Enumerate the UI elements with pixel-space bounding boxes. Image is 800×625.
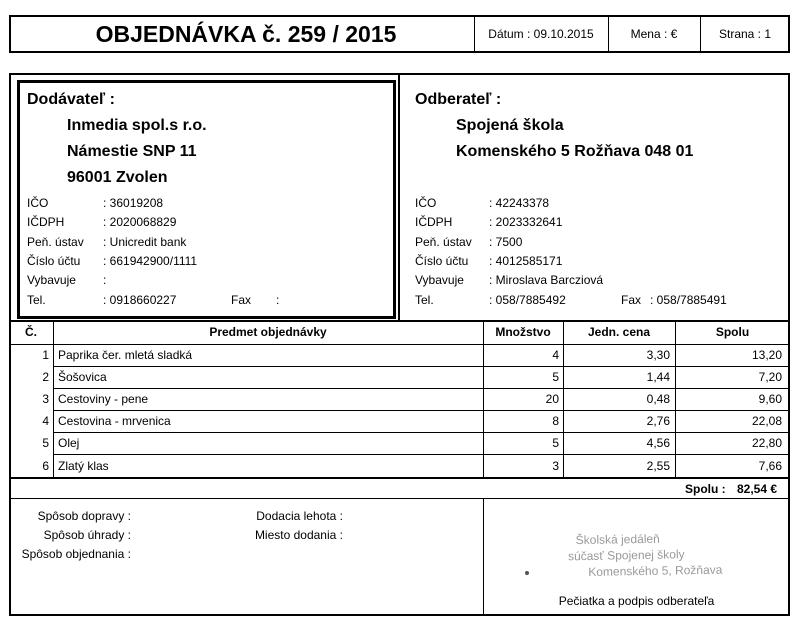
column-header-total: Spolu bbox=[715, 325, 750, 339]
customer-field-label: Vybavuje bbox=[415, 273, 464, 287]
supplier-field-label: IČO bbox=[27, 196, 49, 210]
row-total: 22,80 bbox=[751, 436, 782, 450]
row-qty: 5 bbox=[552, 436, 559, 450]
row-number: 2 bbox=[42, 370, 49, 384]
party-divider bbox=[398, 74, 400, 320]
customer-address: Komenského 5 Rožňava 048 01 bbox=[456, 143, 694, 160]
stamp bbox=[548, 529, 739, 580]
column-header-qty: Množstvo bbox=[495, 325, 551, 339]
supplier-field-label: Peň. ústav bbox=[27, 235, 84, 249]
supplier-field-value: : 0918660227 bbox=[103, 293, 177, 307]
ordering-label: Spôsob objednania : bbox=[21, 547, 131, 561]
order-date: Dátum : 09.10.2015 bbox=[488, 27, 594, 41]
row-number: 4 bbox=[42, 414, 49, 428]
total-label: Spolu : bbox=[685, 482, 726, 496]
row-number: 6 bbox=[42, 459, 49, 473]
total-value: 82,54 € bbox=[737, 482, 778, 496]
stamp-line: Školská jedáleň bbox=[575, 531, 660, 548]
supplier-field-value: : 36019208 bbox=[103, 196, 164, 210]
delivery-place-label: Miesto dodania : bbox=[254, 528, 343, 542]
row-item: Cestovina - mrvenica bbox=[58, 414, 171, 428]
table-total-rule bbox=[9, 498, 790, 499]
supplier-field-label: Tel. bbox=[27, 293, 46, 307]
transport-label: Spôsob dopravy : bbox=[37, 509, 131, 523]
order-title: OBJEDNÁVKA č. 259 / 2015 bbox=[95, 20, 397, 47]
customer-field-value: : Miroslava Barcziová bbox=[489, 273, 604, 287]
stamp-line: súčasť Spojenej školy bbox=[567, 547, 685, 564]
supplier-field-value: : bbox=[103, 273, 107, 287]
supplier-field-label: Vybavuje bbox=[27, 273, 76, 287]
row-total: 7,20 bbox=[758, 370, 782, 384]
customer-field-label: Číslo účtu bbox=[415, 254, 469, 268]
row-price: 2,76 bbox=[646, 414, 670, 428]
row-price: 0,48 bbox=[646, 392, 670, 406]
row-number: 5 bbox=[42, 436, 49, 450]
customer-field-value: : 058/7885492 bbox=[489, 293, 566, 307]
supplier-heading: Dodávateľ : bbox=[27, 91, 115, 108]
page-number: Strana : 1 bbox=[718, 27, 772, 41]
row-price: 2,55 bbox=[646, 459, 670, 473]
customer-field-label: Peň. ústav bbox=[415, 235, 472, 249]
supplier-field-label: Číslo účtu bbox=[27, 254, 81, 268]
row-total: 13,20 bbox=[751, 348, 782, 362]
supplier-fax-value: : bbox=[276, 293, 280, 307]
supplier-street: Námestie SNP 11 bbox=[67, 143, 197, 160]
row-number: 3 bbox=[42, 392, 49, 406]
signature-caption: Pečiatka a podpis odberateľa bbox=[558, 594, 715, 608]
supplier-field-value: : 2020068829 bbox=[103, 215, 177, 229]
row-qty: 8 bbox=[552, 414, 559, 428]
supplier-name: Inmedia spol.s r.o. bbox=[67, 117, 207, 134]
row-item: Olej bbox=[58, 436, 80, 450]
row-qty: 20 bbox=[545, 392, 559, 406]
column-header-item: Predmet objednávky bbox=[209, 325, 327, 339]
supplier-fax-label: Fax bbox=[231, 293, 252, 307]
row-item: Šošovica bbox=[58, 370, 107, 384]
supplier-field-label: IČDPH bbox=[27, 215, 65, 229]
row-item: Zlatý klas bbox=[58, 459, 109, 473]
delivery-term-label: Dodacia lehota : bbox=[256, 509, 343, 523]
customer-field-label: Tel. bbox=[415, 293, 434, 307]
column-header-price: Jedn. cena bbox=[587, 325, 651, 339]
supplier-field-value: : 661942900/1111 bbox=[103, 254, 198, 268]
row-item: Paprika čer. mletá sladká bbox=[58, 348, 193, 362]
row-number: 1 bbox=[42, 348, 49, 362]
order-currency: Mena : € bbox=[630, 27, 678, 41]
column-header-no: Č. bbox=[25, 325, 37, 339]
row-price: 3,30 bbox=[646, 348, 670, 362]
row-total: 7,66 bbox=[758, 459, 782, 473]
customer-fax-label: Fax bbox=[621, 293, 642, 307]
supplier-city: 96001 Zvolen bbox=[67, 169, 168, 186]
row-price: 1,44 bbox=[646, 370, 670, 384]
row-qty: 5 bbox=[552, 370, 559, 384]
customer-field-value: : 4012585171 bbox=[489, 254, 563, 268]
row-price: 4,56 bbox=[646, 436, 670, 450]
customer-fax-value: : 058/7885491 bbox=[650, 293, 727, 307]
customer-field-label: IČDPH bbox=[415, 215, 453, 229]
customer-name: Spojená škola bbox=[456, 117, 564, 134]
stamp-dot bbox=[525, 571, 529, 575]
supplier-field-value: : Unicredit bank bbox=[103, 235, 187, 249]
row-qty: 3 bbox=[552, 459, 559, 473]
stamp-line: Komenského 5, Rožňava bbox=[588, 562, 723, 579]
row-qty: 4 bbox=[552, 348, 559, 362]
customer-field-value: : 7500 bbox=[489, 235, 523, 249]
customer-field-value: : 2023332641 bbox=[489, 215, 563, 229]
payment-label: Spôsob úhrady : bbox=[43, 528, 131, 542]
row-total: 9,60 bbox=[758, 392, 782, 406]
customer-heading: Odberateľ : bbox=[415, 91, 502, 108]
row-total: 22,08 bbox=[751, 414, 782, 428]
table-bottom-rule bbox=[9, 477, 790, 479]
customer-field-value: : 42243378 bbox=[489, 196, 550, 210]
row-item: Cestoviny - pene bbox=[58, 392, 149, 406]
customer-field-label: IČO bbox=[415, 196, 437, 210]
